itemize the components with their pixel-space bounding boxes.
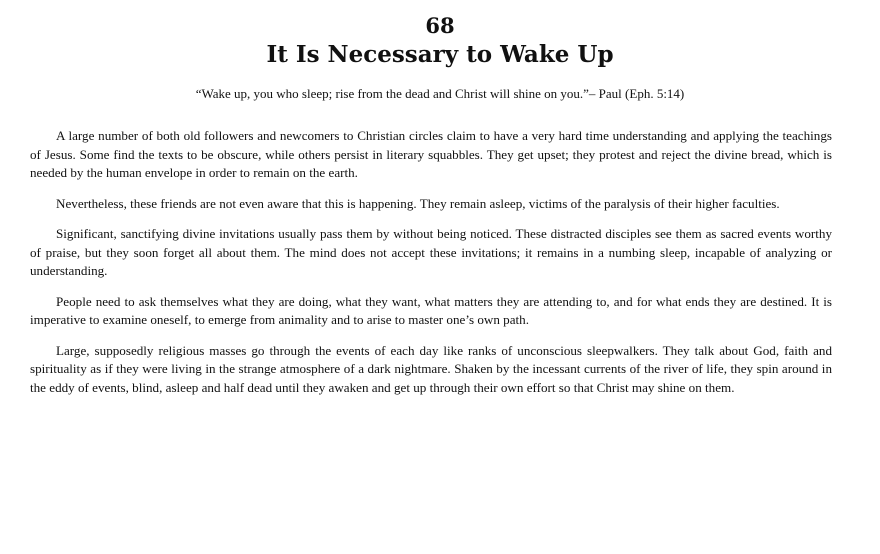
paragraph: Significant, sanctifying divine invitations usually pass them by without being noticed. These distracted disciples see them as sacred events worthy of praise, but they soon forget all about them. The mind does not accept these invitations; it remains in a numbing sleep, incapable of analyzing or understanding. [30,226,832,278]
chapter-number: 68 [425,13,455,38]
chapter-title: It Is Necessary to Wake Up [266,41,614,68]
paragraph: A large number of both old followers and newcomers to Christian circles claim to have a very hard time understanding and applying the teachings of Jesus. Some find the texts to be obscure, while others persist in literary squabbles. They get upset; they protest and reject the divine bread, which is needed by the human envelope in order to remain on the earth. [30,128,832,180]
paragraph: People need to ask themselves what they are doing, what they want, what matters they are attending to, and for what ends they are destined. It is imperative to examine oneself, to emerge from animality and to arise to master one’s own path. [30,293,832,327]
epigraph-quote: “Wake up, you who sleep; rise from the dead and Christ will shine on you.”– Paul (Eph. 5:14) [195,86,685,101]
paragraph: Nevertheless, these friends are not even aware that this is happening. They remain asleep, victims of the paralysis of their higher faculties. [56,195,780,211]
body-text [30,127,832,397]
paragraph: Large, supposedly religious masses go through the events of each day like ranks of unconscious sleepwalkers. They talk about God, faith and spirituality as if they were living in the strange atmosphere of a dark nightmare. Shaken by the incessant currents of the river of life, they spin around in the eddy of events, blind, asleep and half dead until they awaken and get up through their own effort so that Christ may shine on them. [30,342,832,395]
